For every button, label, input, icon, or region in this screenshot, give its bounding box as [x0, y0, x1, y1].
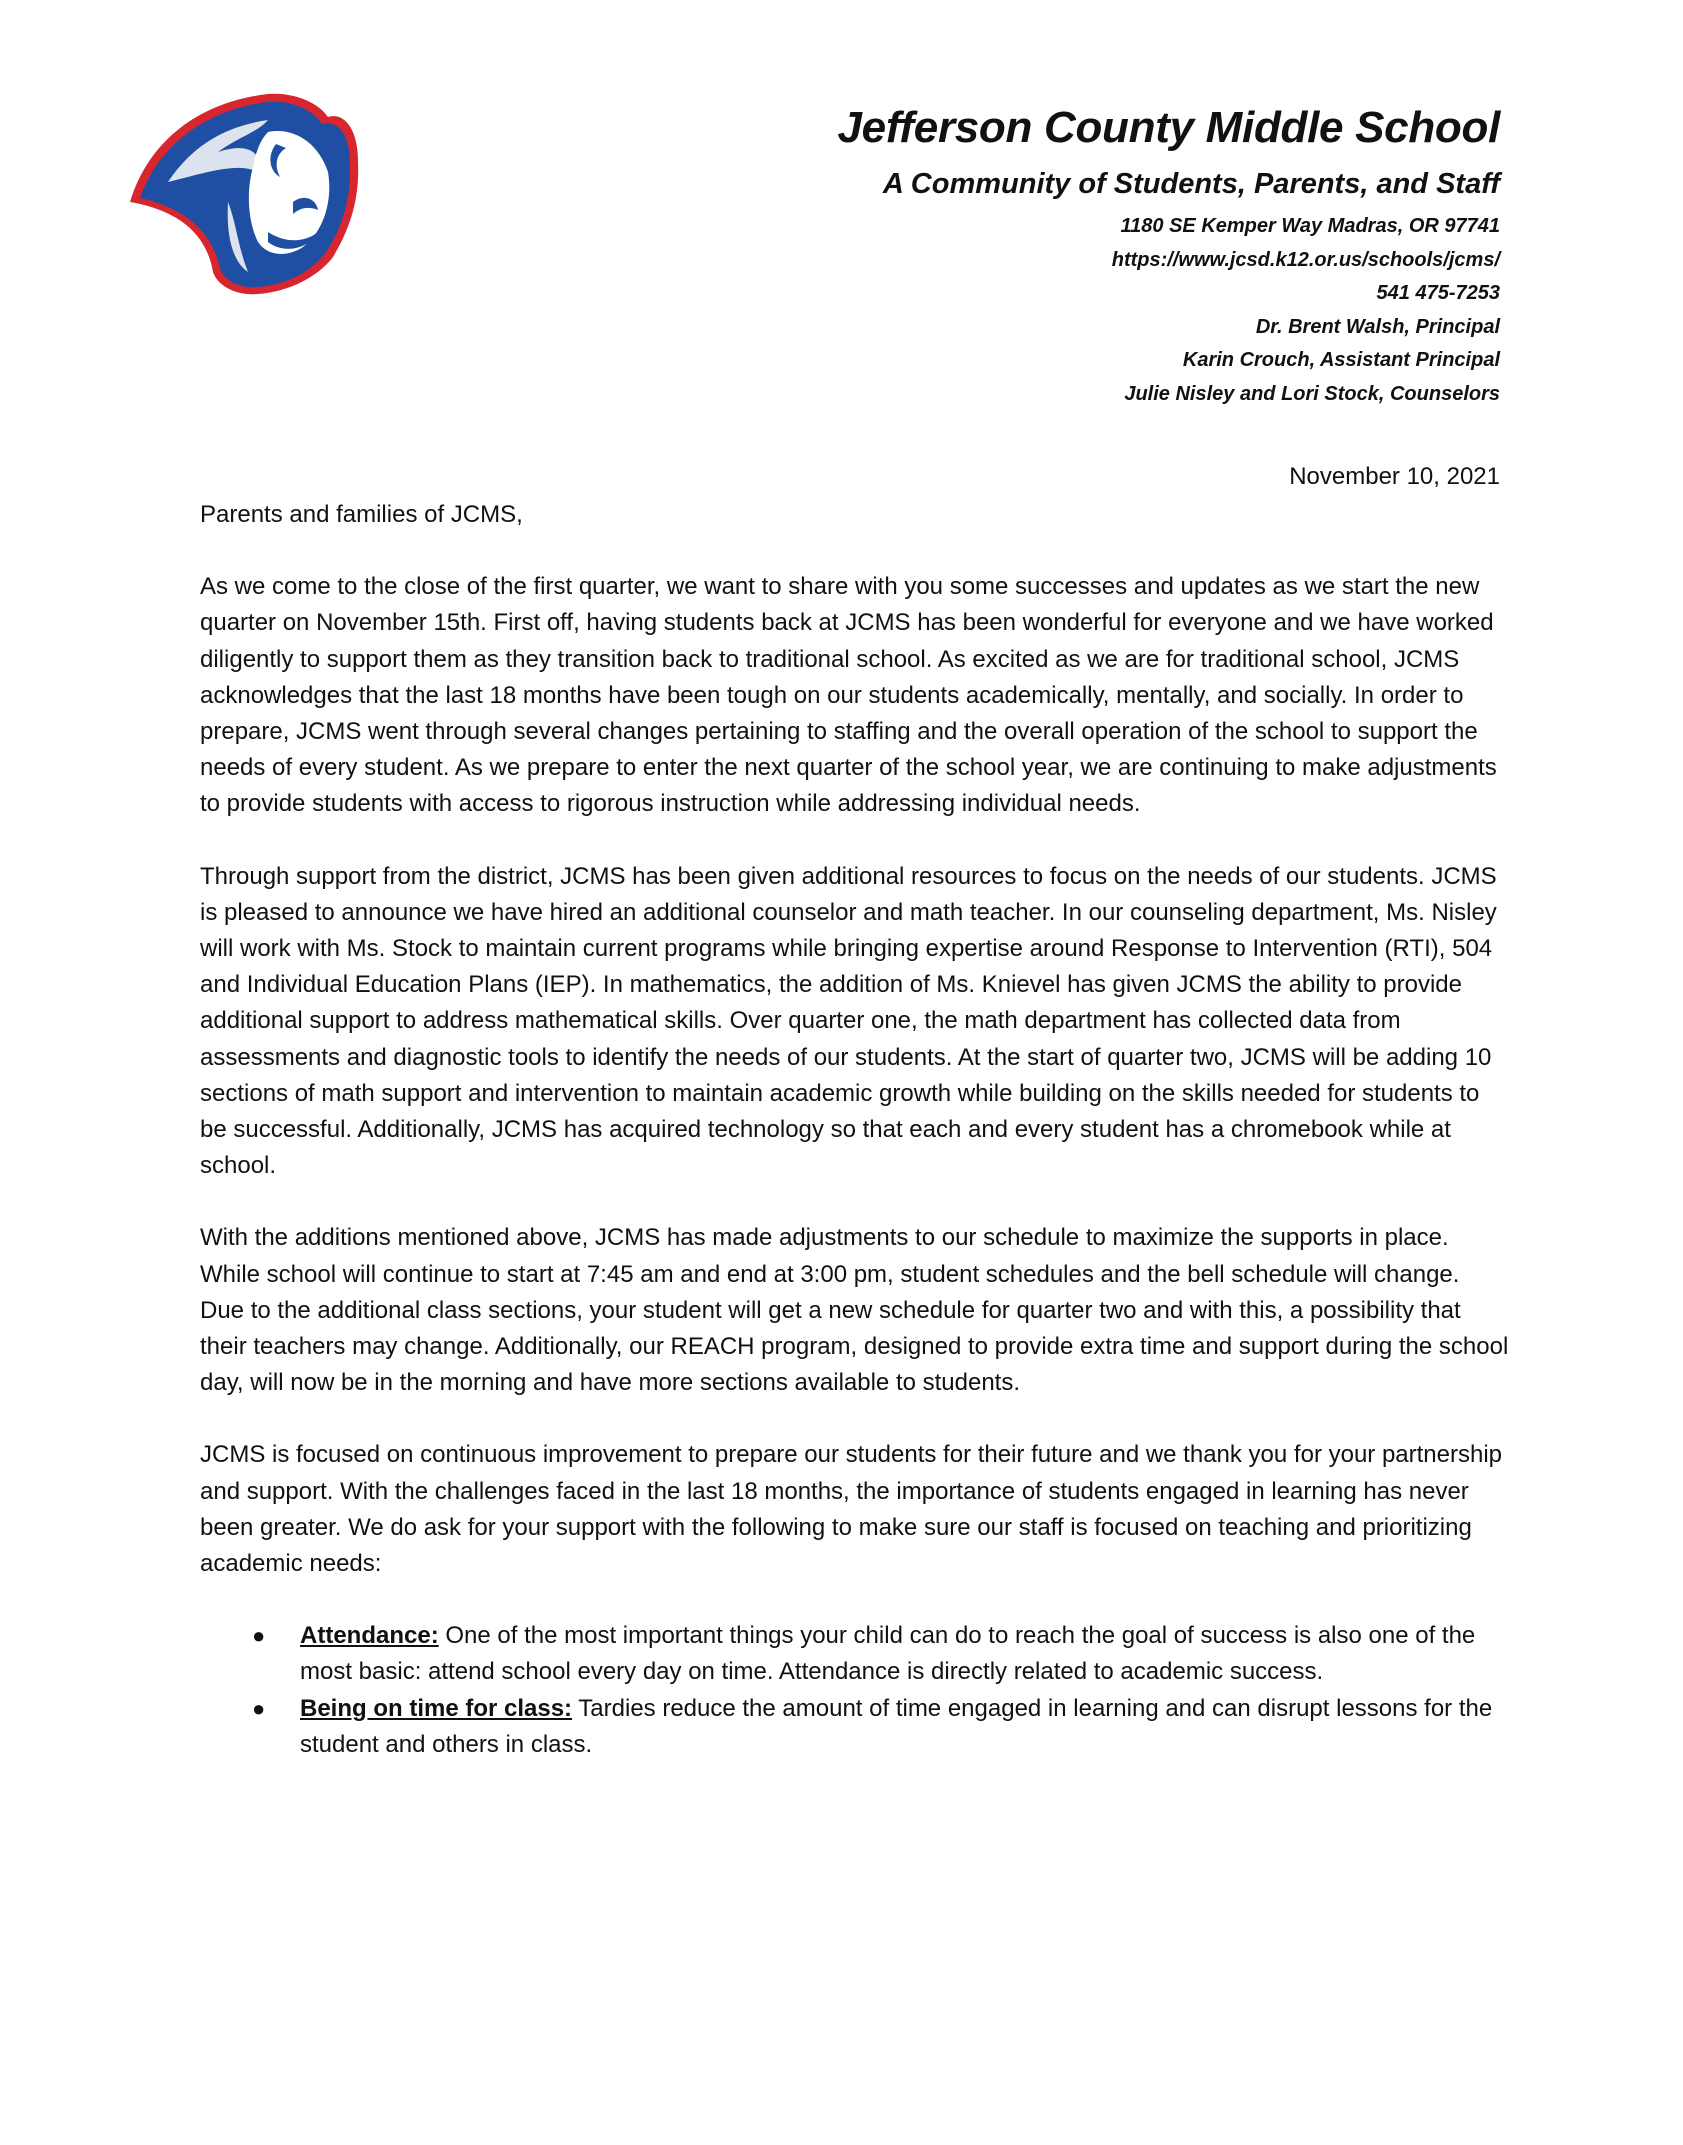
list-item-text: One of the most important things your child can do to reach the goal of success is also one of the most basic: attend school every day on time. Attendance is directly related to academic success.: [300, 1622, 1476, 1686]
buffalo-mascot-logo: [118, 82, 368, 302]
assistant-principal: Karin Crouch, Assistant Principal: [1182, 349, 1500, 371]
website-link[interactable]: https://www.jcsd.k12.or.us/schools/jcms/: [1111, 248, 1500, 271]
salutation: Parents and families of JCMS,: [200, 501, 523, 528]
school-tagline: A Community of Students, Parents, and Staff: [882, 168, 1500, 200]
letter-body: [200, 497, 1510, 1763]
buffalo-mascot-icon: [118, 82, 368, 302]
list-item-term: Attendance:: [300, 1622, 439, 1650]
paragraph: With the additions mentioned above, JCMS has made adjustments to our schedule to maximize the supports in place. While school will continue to start at 7:45 am and end at 3:00 pm, student schedules and the bell schedule will change. Due to the additional class sections, your student will get a new schedule for quarter two and with this, a possibility that their teachers may change. Additionally, our REACH program, designed to provide extra time and support during the school day, will now be in the morning and have more sections available to students.: [200, 1224, 1509, 1397]
letterhead: [838, 98, 1500, 411]
list-item: [200, 1618, 1510, 1690]
bullet-icon: ●: [252, 1695, 266, 1721]
counselors: Julie Nisley and Lori Stock, Counselors: [1124, 382, 1500, 405]
paragraph: Through support from the district, JCMS has been given additional resources to focus on the needs of our students. JCMS is pleased to announce we have hired an additional counselor and math teacher. In our counseling department, Ms. Nisley will work with Ms. Stock to maintain current programs while bringing expertise around Response to Intervention (RTI), 504 and Individual Education Plans (IEP). In mathematics, the addition of Ms. Knievel has given JCMS the ability to provide additional support to address mathematical skills. Over quarter one, the math department has collected data from assessments and diagnostic tools to identify the needs of our students. At the start of quarter two, JCMS will be adding 10 sections of math support and intervention to maintain academic growth while building on the skills needed for students to be successful. Additionally, JCMS has acquired technology so that each and every student has a chromebook while at school.: [200, 862, 1497, 1180]
address: 1180 SE Kemper Way Madras, OR 97741: [1120, 215, 1500, 237]
paragraph: As we come to the close of the first quarter, we want to share with you some successes and updates as we start the new quarter on November 15th. First off, having students back at JCMS has been wonderful for everyone and we have worked diligently to support them as they transition back to traditional school. As excited as we are for traditional school, JCMS acknowledges that the last 18 months have been tough on our students academically, mentally, and socially. In order to prepare, JCMS went through several changes pertaining to staffing and the overall operation of the school to support the needs of every student. As we prepare to enter the next quarter of the school year, we are continuing to make adjustments to provide students with access to rigorous instruction while addressing individual needs.: [200, 573, 1497, 818]
list-item-text: Tardies reduce the amount of time engaged in learning and can disrupt lessons for the student and others in class.: [300, 1694, 1493, 1758]
letter-date: November 10, 2021: [1289, 463, 1500, 490]
expectations-list: [200, 1618, 1510, 1763]
contact-block: [838, 210, 1500, 411]
list-item: [200, 1691, 1510, 1763]
paragraph: JCMS is focused on continuous improvement to prepare our students for their future and we thank you for your partnership and support. With the challenges faced in the last 18 months, the importance of students engaged in learning has never been greater. We do ask for your support with the following to make sure our staff is focused on teaching and prioritizing academic needs:: [200, 1441, 1503, 1578]
phone-number: 541 475-7253: [1376, 282, 1500, 304]
school-name: Jefferson County Middle School: [837, 103, 1500, 152]
list-item-term: Being on time for class:: [300, 1694, 573, 1722]
bullet-icon: ●: [252, 1623, 266, 1649]
principal: Dr. Brent Walsh, Principal: [1255, 315, 1500, 338]
